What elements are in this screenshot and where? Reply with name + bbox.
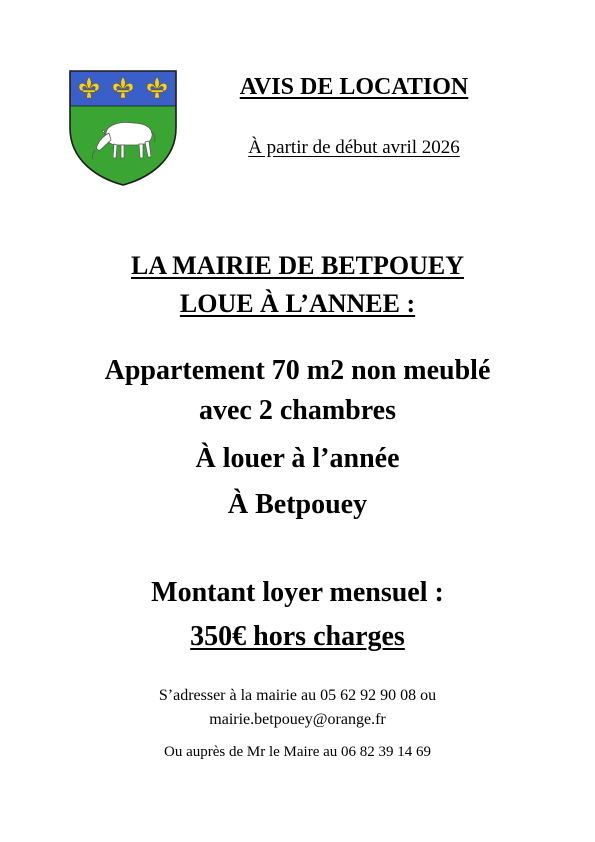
- rent-amount: 350€ hors charges: [190, 621, 405, 652]
- property-description: Appartement 70 m2 non meublé: [104, 355, 491, 386]
- contact-mayor-phone: Ou auprès de Mr le Maire au 06 82 39 14 69: [163, 744, 432, 760]
- announcement-line-2: LOUE À L’ANNEE :: [179, 289, 416, 318]
- contact-line-phone: S’adresser à la mairie au 05 62 92 90 08 ou: [158, 687, 437, 704]
- property-location: À Betpouey: [227, 489, 368, 520]
- contact-email: mairie.betpouey@orange.fr: [209, 711, 386, 728]
- rent-label: Montant loyer mensuel :: [151, 577, 444, 608]
- rental-term: À louer à l’année: [195, 443, 400, 474]
- announcement-line-1: LA MAIRIE DE BETPOUEY: [131, 251, 464, 280]
- rent-amount-wrapper: [0, 620, 595, 654]
- property-rooms: avec 2 chambres: [199, 395, 396, 426]
- notice-title: AVIS DE LOCATION: [239, 74, 469, 100]
- availability-date: À partir de début avril 2026: [248, 137, 460, 158]
